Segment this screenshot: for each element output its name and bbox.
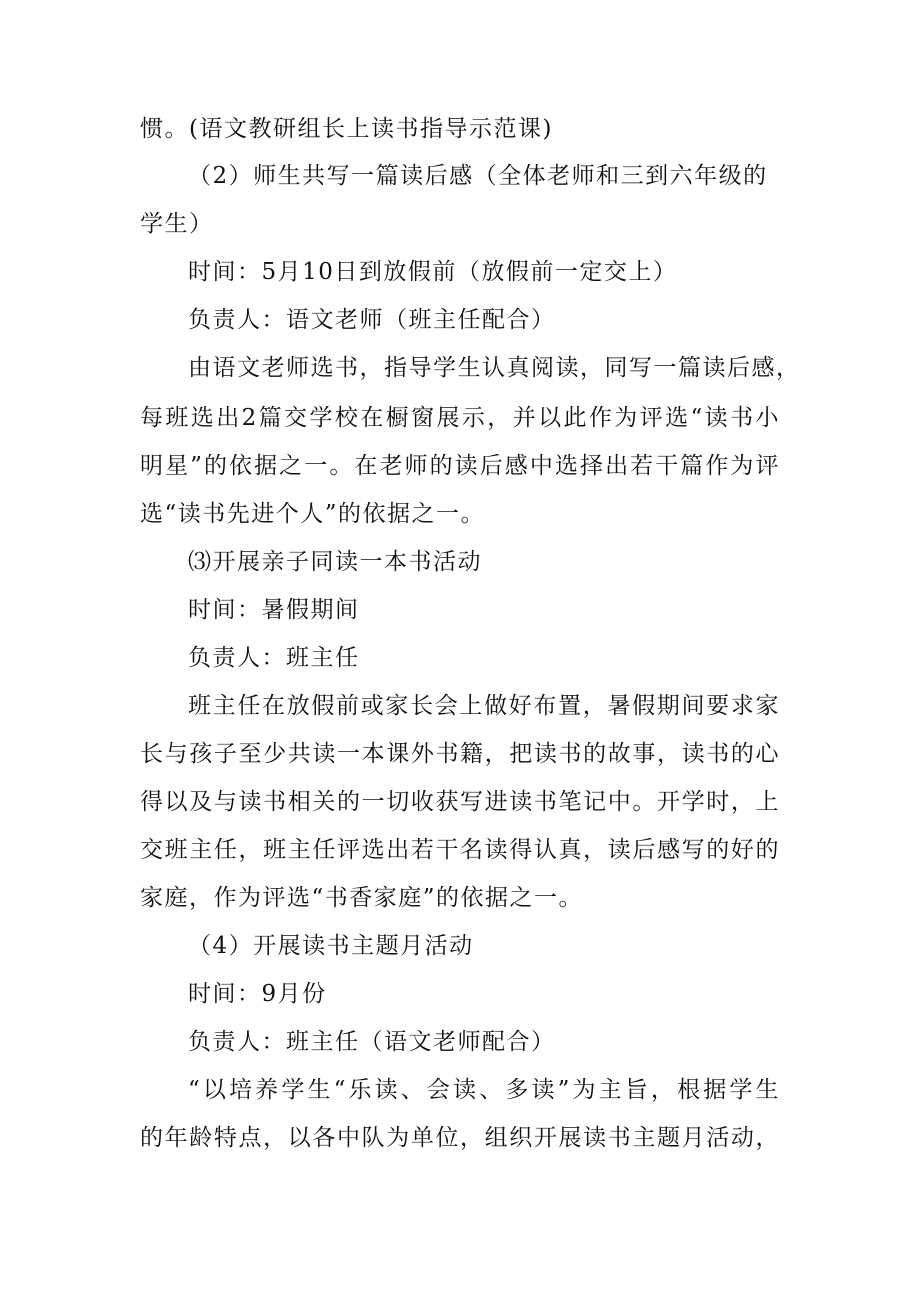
paragraph-line: 得以及与读书相关的一切收获写进读书笔记中。开学时，上 (140, 789, 780, 815)
time-line: 时间：暑假期间 (188, 597, 360, 623)
paragraph-line: 选“读书先进个人”的依据之一。 (140, 501, 486, 527)
paragraph-line: “以培养学生“乐读、会读、多读”为主旨，根据学生 (188, 1077, 780, 1103)
paragraph-line: 交班主任，班主任评选出若干名读得认真，读后感写的好的 (140, 837, 780, 863)
paragraph-line: 每班选出2篇交学校在橱窗展示，并以此作为评选“读书小 (140, 405, 780, 431)
responsible-line: 负责人：班主任 (188, 645, 360, 671)
paragraph-line: 的年龄特点，以各中队为单位，组织开展读书主题月活动， (140, 1125, 780, 1151)
responsible-line: 负责人：语文老师（班主任配合） (188, 307, 556, 333)
paragraph-line: 家庭，作为评选“书香家庭”的依据之一。 (140, 885, 584, 911)
paragraph-line: 学生） (140, 211, 214, 237)
section-heading: （4）开展读书主题月活动 (188, 933, 474, 959)
paragraph-line: 长与孩子至少共读一本课外书籍，把读书的故事，读书的心 (140, 741, 780, 767)
time-line: 时间：5月10日到放假前（放假前一定交上） (188, 259, 678, 285)
responsible-line: 负责人：班主任（语文老师配合） (188, 1029, 556, 1055)
paragraph-line: 明星”的依据之一。在老师的读后感中选择出若干篇作为评 (140, 453, 780, 479)
section-heading: （2）师生共写一篇读后感（全体老师和三到六年级的 (188, 163, 768, 189)
section-heading: ⑶开展亲子同读一本书活动 (188, 549, 482, 575)
paragraph-line: 由语文老师选书，指导学生认真阅读，同写一篇读后感， (188, 355, 801, 381)
time-line: 时间：9月份 (188, 981, 327, 1007)
paragraph-line: 班主任在放假前或家长会上做好布置，暑假期间要求家 (188, 693, 780, 719)
paragraph-line: 惯。(语文教研组长上读书指导示范课) (140, 116, 553, 142)
